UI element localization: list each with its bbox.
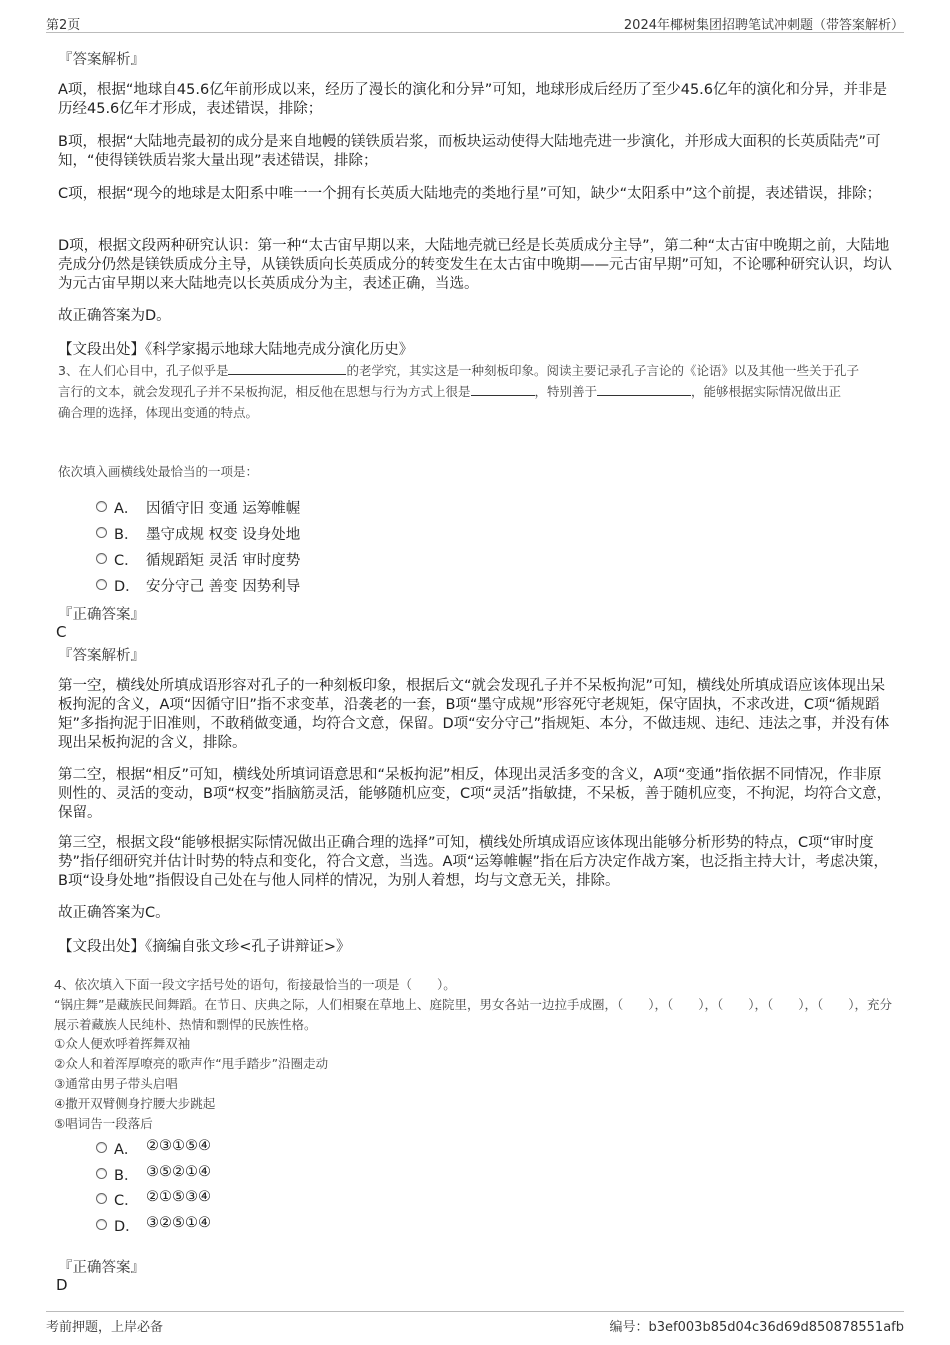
footer-code-value: b3ef003b85d04c36d69d850878551afb (648, 1320, 904, 1335)
option-letter: B． (114, 1168, 139, 1184)
footer-code-label: 编号： (609, 1320, 649, 1335)
footer-code (610, 1316, 904, 1335)
q3-correct-label: 『正确答案』 (58, 607, 145, 623)
q3-analysis-3: 第三空，根据文段“能够根据实际情况做出正确合理的选择”可知，横线处所填成语应该体现出能够分析形势的特点，C项“审时度势”指仔细研究并估计时势的特点和变化，符合文意，当选。A项“运筹帷幄”指在后方决定作战方案，也泛指主持大计，考虑决策，B项“设身处地”指假设自己处在与他人同样的情况，为别人着想，均与文意无关，排除。 (58, 835, 888, 889)
q2-analysis-c: C项，根据“现今的地球是太阳系中唯一一个拥有长英质大陆地壳的类地行星”可知，缺少“太阳系中”这个前提，表述错误，排除； (58, 186, 882, 202)
option-letter: A． (114, 501, 139, 517)
footer-slogan: 考前押题，上岸必备 (46, 1320, 164, 1335)
option-text: ③②⑤①④ (146, 1215, 211, 1231)
option-text: 循规蹈矩 灵活 审时度势 (146, 553, 301, 569)
radio-icon[interactable] (96, 579, 107, 590)
option-letter: C． (114, 1193, 139, 1209)
option-text: 墨守成规 权变 设身处地 (146, 527, 301, 543)
page-header (46, 12, 904, 33)
q4-item-5: ⑤唱词告一段落后 (54, 1116, 153, 1131)
q2-analysis-label: 『答案解析』 (58, 52, 145, 68)
radio-icon[interactable] (96, 553, 107, 564)
radio-icon[interactable] (96, 1219, 107, 1230)
q2-analysis-b: B项，根据“大陆地壳最初的成分是来自地幔的镁铁质岩浆，而板块运动使得大陆地壳进一步演化，并形成大面积的长英质陆壳”可知，“使得镁铁质岩浆大量出现”表述错误，排除； (58, 134, 881, 169)
option-letter: D． (114, 579, 140, 595)
q4-item-4: ④撒开双臂侧身拧腰大步跳起 (54, 1096, 216, 1111)
q3-stem-part4: ，特别善于 (534, 384, 598, 399)
q3-conclusion: 故正确答案为C。 (58, 905, 170, 921)
q4-item-1: ①众人便欢呼着挥舞双袖 (54, 1036, 191, 1051)
radio-icon[interactable] (96, 1168, 107, 1179)
q4-stem: 4、依次填入下面一段文字括号处的语句，衔接最恰当的一项是（ ）。 (54, 977, 456, 992)
q3-stem-part5: ，能够根据实际情况做出正 (691, 384, 842, 399)
option-letter: D． (114, 1219, 140, 1235)
radio-icon[interactable] (96, 1193, 107, 1204)
q3-blank-3 (597, 382, 691, 396)
option-letter: C． (114, 553, 139, 569)
option-text: ②③①⑤④ (146, 1138, 211, 1154)
q4-correct-answer: D (56, 1276, 68, 1294)
q3-analysis-1: 第一空，横线处所填成语形容对孔子的一种刻板印象，根据后文“就会发现孔子并不呆板拘泥”可知，横线处所填成语应该体现出呆板拘泥的含义，A项“因循守旧”指不求变革，沿袭老的一套，B项“墨守成规”形容死守老规矩，保守固执，不求改进，C项“循规蹈矩”多指拘泥于旧准则，不敢稍做变通，均符合文意，保留。D项“安分守己”指规矩、本分，不做违规、违纪、违法之事，并没有体现出呆板拘泥的含义，排除。 (58, 678, 890, 751)
radio-icon[interactable] (96, 501, 107, 512)
option-letter: A． (114, 1142, 139, 1158)
q2-conclusion: 故正确答案为D。 (58, 308, 171, 324)
q3-source: 【文段出处】《摘编自张文珍<孔子讲辩证>》 (58, 939, 351, 955)
q4-passage: “锅庄舞”是藏族民间舞蹈。在节日、庆典之际，人们相聚在草地上、庭院里，男女各站一边拉手成圈，（ ），（ ），（ ），（ ），（ ），充分展示着藏族人民纯朴、热情和剽悍的民族性格。 (54, 997, 892, 1032)
page-number: 第2页 (46, 18, 81, 33)
q4-item-3: ③通常由男子带头启唱 (54, 1076, 178, 1091)
radio-icon[interactable] (96, 527, 107, 538)
q3-stem-part3: 言行的文本，就会发现孔子并不呆板拘泥，相反他在思想与行为方式上很是 (58, 384, 471, 399)
page-footer (46, 1311, 904, 1336)
q3-correct-answer: C (56, 623, 67, 641)
q4-correct-label: 『正确答案』 (58, 1260, 145, 1276)
q3-blank-1 (228, 361, 346, 375)
option-text: ③⑤②①④ (146, 1164, 211, 1180)
q2-analysis-a: A项，根据“地球自45.6亿年前形成以来，经历了漫长的演化和分异”可知，地球形成后经历了至少45.6亿年的演化和分异，并非是历经45.6亿年才形成，表述错误，排除； (58, 82, 888, 117)
q3-analysis-2: 第二空，根据“相反”可知，横线处所填词语意思和“呆板拘泥”相反，体现出灵活多变的含义，A项“变通”指依据不同情况，作非原则性的、灵活的变动，B项“权变”指脑筋灵活，能够随机应变，C项“灵活”指敏捷，不呆板，善于随机应变，不拘泥，均符合文意，保留。 (58, 767, 892, 821)
option-letter: B． (114, 527, 139, 543)
q3-stem (58, 360, 894, 423)
q3-blank-2 (471, 382, 535, 396)
option-text: 安分守己 善变 因势利导 (146, 579, 301, 595)
document-title: 2024年椰树集团招聘笔试冲刺题（带答案解析） (623, 18, 904, 33)
q3-analysis-label: 『答案解析』 (58, 648, 145, 664)
q3-stem-part2: 的老学究，其实这是一种刻板印象。阅读主要记录孔子言论的《论语》以及其他一些关于孔子 (346, 363, 859, 378)
q3-prompt: 依次填入画横线处最恰当的一项是： (58, 464, 259, 479)
q3-stem-part6: 确合理的选择，体现出变通的特点。 (58, 405, 259, 420)
option-text: ②①⑤③④ (146, 1189, 211, 1205)
q3-stem-part1: 3、在人们心目中，孔子似乎是 (58, 363, 229, 378)
q2-source: 【文段出处】《科学家揭示地球大陆地壳成分演化历史》 (58, 342, 414, 358)
q4-item-2: ②众人和着浑厚嘹亮的歌声作“甩手踏步”沿圈走动 (54, 1056, 329, 1071)
option-text: 因循守旧 变通 运筹帷幄 (146, 501, 301, 517)
radio-icon[interactable] (96, 1142, 107, 1153)
q2-analysis-d: D项，根据文段两种研究认识：第一种“太古宙早期以来，大陆地壳就已经是长英质成分主导”，第二种“太古宙中晚期之前，大陆地壳成分仍然是镁铁质成分主导，从镁铁质向长英质成分的转变发生在太古宙中晚期——元古宙早期”可知，不论哪种研究认识，均认为元古宙早期以来大陆地壳以长英质成分为主，表述正确，当选。 (58, 238, 893, 292)
